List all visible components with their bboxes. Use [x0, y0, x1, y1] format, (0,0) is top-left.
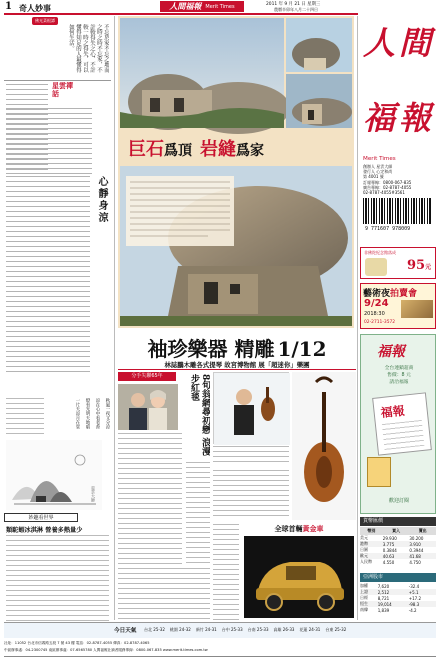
main-story-body [213, 470, 289, 520]
info-line: 發行人 心定和尚 [363, 169, 393, 175]
car-story-title: 全球首輛黃金車 [274, 525, 324, 533]
instrument-caption [213, 446, 289, 466]
world-body-text [6, 535, 109, 633]
love-story-bottom-text [118, 568, 210, 620]
world-headline: 類駝蝦冰淇淋 營養多熱量少 [6, 527, 83, 534]
table-row: 恆生 19,014 -98.3 [360, 601, 436, 607]
xingyun-column-text-3 [6, 176, 90, 376]
stocks-title: 亞洲股市 [360, 573, 436, 582]
xingyun-column-tag [52, 82, 76, 106]
section-title: 奇人妙事 [19, 4, 51, 13]
newspaper-illustration [372, 392, 432, 455]
main-subhead: 林誌鵬木雕各式提琴 故宮博物館 展「超迷你」樂團 [164, 361, 310, 369]
market-box [360, 517, 436, 637]
table-row: 歐元 40.63 41.68 [360, 553, 436, 559]
info-line: 第 4001 號 [363, 174, 384, 180]
masthead-small-en: Merit Times [205, 3, 235, 10]
masthead-logo-en: Merit Times [363, 156, 396, 162]
info-line: 02-8787-4055#3561 [363, 190, 405, 196]
promo-price: 95元 [407, 258, 432, 273]
table-row: 美元 29.930 30.200 [360, 535, 424, 541]
table-row: 日圓 0.3844 0.3944 [360, 547, 424, 553]
lunar-line: 農曆辛卯年八月二十四日 [274, 7, 318, 12]
info-line: 訂報專線：0800-067-835 [363, 179, 412, 185]
table-row: 南韓 1,839 -4.2 [360, 607, 417, 613]
auction-title: 藝術夜拍賣會 [363, 289, 418, 299]
table-row: 人民幣 4.550 4.750 [360, 559, 421, 565]
weather-city: 台北 25-32 [144, 627, 165, 632]
weather-city: 新竹 24-31 [195, 627, 217, 632]
weather-city: 台南 25-33 [247, 627, 269, 632]
subscribe-cta: 歡迎訂閱 [388, 498, 409, 504]
poem-line: 燈有光明天地暗 [85, 398, 90, 429]
mini-booklet [367, 457, 391, 487]
logo-char: 人 [362, 24, 395, 62]
weather-bar [4, 622, 436, 638]
weather-city: 台東 25-32 [325, 627, 347, 632]
table-row: 上證 2,512 +5.1 [360, 589, 436, 595]
poem-block [48, 398, 110, 436]
table-header-row [360, 527, 436, 535]
header-rule [4, 13, 358, 15]
poem-line: 一片天涼月在堂 [75, 398, 80, 429]
car-story [242, 524, 356, 620]
main-rule [118, 369, 356, 370]
auction-time: 2018:30 [364, 311, 385, 317]
poem-line: 涼在心中看者香 [95, 398, 100, 429]
contact-line-1: 社址：11052 台北市信義路五段 7 號 43 樓 電話：02-8787-4055 傳真：02-8787-4065 [4, 641, 150, 645]
info-line: 廣告專線：02-8787-4055 [363, 184, 412, 190]
masthead-small [160, 1, 244, 12]
main-headline [118, 333, 356, 359]
promo-shape [365, 258, 387, 276]
feature-title-left: 巨石爲頂 [128, 139, 192, 160]
feature-title-right: 岩縫爲家 [200, 139, 264, 160]
weather-city: 桃園 24-32 [169, 627, 191, 632]
poem-line: 秋風一夜又分涼 [105, 398, 110, 429]
info-line: 創辦人 星雲大師 [363, 164, 393, 169]
weather-list [144, 627, 346, 633]
stocks-table [360, 583, 436, 613]
instrument-photo [213, 372, 289, 444]
subscribe-line: 全台連鎖超商 [384, 366, 414, 371]
love-story-headline: 8旬翁網尋初戀 浪漫步紅毯 [189, 374, 210, 456]
mini-text [382, 420, 424, 450]
feature-photo [118, 16, 354, 328]
table-header-cell: 幣別 [367, 528, 376, 533]
subscribe-line: 售價：8 元 [387, 373, 411, 378]
table-row: 日經 8,721 +17.2 [360, 595, 422, 601]
masthead-logo [361, 6, 433, 156]
promo-box [360, 247, 436, 279]
promo-small-text: 非佛陀紀念館落成 [364, 250, 396, 255]
currency-table [360, 527, 436, 565]
auction-phone: 02-2711-3572 [364, 320, 396, 325]
right-masthead [359, 4, 436, 248]
auction-painting [401, 300, 433, 318]
masthead-info [363, 164, 435, 195]
love-story-body-2 [186, 462, 210, 565]
art-auction-ad[interactable] [360, 283, 436, 329]
left-column [4, 16, 111, 636]
gold-car-photo [244, 536, 354, 618]
love-story-body [118, 433, 182, 565]
weather-city: 花蓮 24-31 [299, 627, 321, 632]
xingyun-column-tag-text: 星雲禪話 [52, 81, 73, 98]
logo-char: 間 [398, 24, 431, 62]
car-side-text [213, 524, 239, 620]
subscribe-title: 福報 [377, 344, 405, 360]
xingyun-column-title: 心靜身涼 [96, 176, 107, 224]
main-headline-fraction: 1/12 [277, 337, 327, 361]
auction-date: 9/24 [364, 298, 389, 309]
feature-title [128, 134, 348, 162]
page-number: 1 [5, 1, 12, 12]
footer-rule [4, 656, 436, 657]
masthead-small-logo: 人間福報 [169, 1, 202, 11]
subscribe-lines [365, 365, 433, 386]
world-tag [4, 513, 78, 522]
column-divider [114, 16, 115, 620]
date-line: 2011 年 9 月 21 日 星期三 [266, 2, 321, 7]
contact-line-2: 中區辦事處：04-2300745 南區辦事處：07-6565780 人間福報社讀者服務專線：0800-067-835 www.merit-times.com.tw [4, 648, 208, 652]
currency-title: 貨幣匯價 [360, 517, 436, 526]
world-tag-text: 妙趣看世界 [28, 515, 54, 521]
table-row: 港幣 3.775 3.910 [360, 541, 436, 547]
subscribe-line: 請洽福報 [389, 380, 409, 385]
logo-char: 福 [362, 99, 395, 137]
couple-photo [118, 384, 178, 430]
weather-city: 高雄 26-33 [273, 627, 295, 632]
barcode [363, 198, 431, 224]
weather-title: 今日天氣 [114, 628, 137, 634]
table-header-cell: 賣出 [418, 528, 427, 533]
caigentan-box [4, 16, 111, 78]
column-divider [357, 16, 358, 620]
main-headline-text: 袖珍樂器 精雕 [147, 337, 275, 361]
ink-painting-image [6, 440, 102, 510]
ink-painting-author: 星雲大師 [91, 486, 96, 502]
caigentan-text: 不忘於家不忘之地而之時之時不忘家，不計較得失之心，不計較一時之得失，可以懂得知足的人最懂得如何生活。 [68, 24, 109, 73]
poem-caption-lines [6, 398, 44, 438]
table-row: 加權 7,620 -32.4 [360, 583, 420, 589]
subscription-ad[interactable] [360, 334, 436, 514]
caigentan-tag: 佛光菜根譚 [32, 17, 58, 25]
violin-closeup-photo [292, 372, 356, 520]
mini-logo: 福報 [380, 403, 406, 421]
table-header-cell: 買入 [392, 528, 401, 533]
feature-photo-frame [118, 16, 354, 328]
logo-char: 報 [398, 99, 431, 137]
love-story-tag: 分手失聯65年 [118, 372, 176, 381]
barcode-digits: 9 771607 978009 [365, 226, 411, 232]
weather-city: 台中 25-33 [221, 627, 243, 632]
xingyun-column-text-2 [6, 108, 92, 174]
